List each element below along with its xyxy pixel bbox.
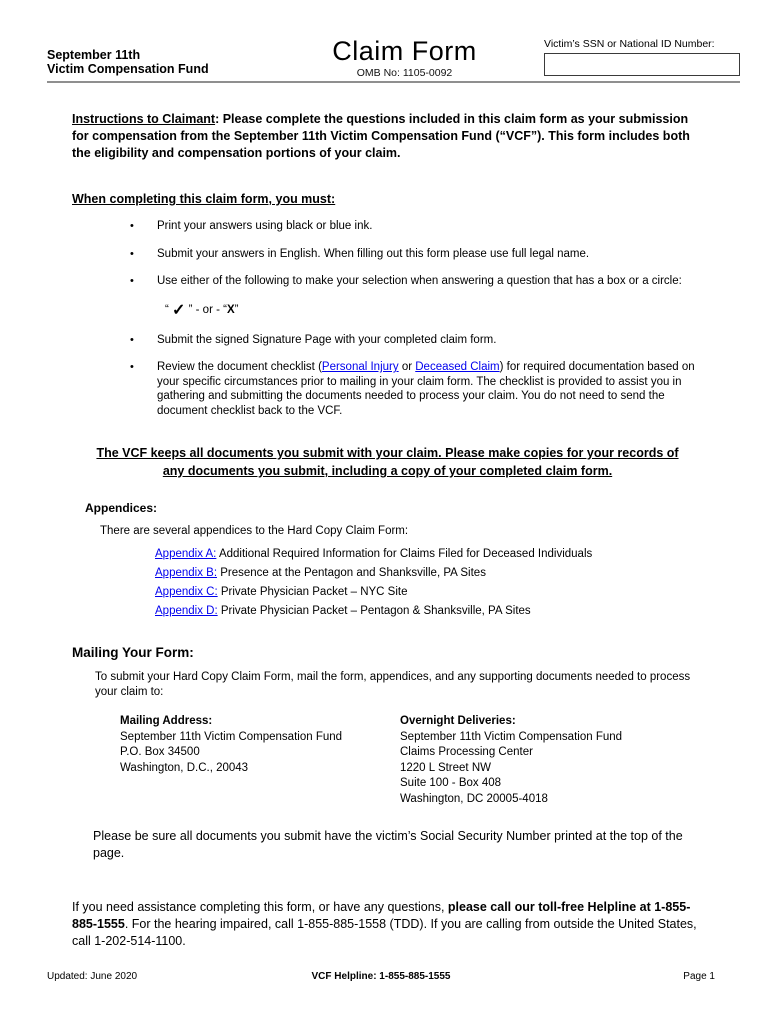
bullet-icon: • (130, 247, 134, 260)
appendix-b-link[interactable]: Appendix B: (155, 567, 218, 579)
bullet-text: Use either of the following to make your selection when answering a question that has a box or a circle: (157, 275, 682, 287)
checklist-text-mid: or (398, 361, 416, 373)
check-or-x-line (165, 300, 770, 320)
mailing-address-heading: Mailing Address: (120, 715, 213, 727)
appendices-heading: Appendices: (85, 501, 158, 515)
fund-name-line2: Victim Compensation Fund (47, 62, 209, 76)
bullet-text: Submit your answers in English. When filling out this form please use full legal name. (157, 247, 590, 260)
assistance-post: . For the hearing impaired, call 1-855-885-1558 (TDD). If you are calling from outside the United States, call 1-202-514-1100. (72, 917, 697, 948)
quote-open: “ (165, 303, 173, 316)
appendix-row-b (155, 564, 770, 583)
appendix-b-text: Presence at the Pentagon and Shanksville, PA Sites (217, 567, 486, 579)
fund-name-line1: September 11th (47, 48, 141, 62)
appendix-c-link[interactable]: Appendix C: (155, 586, 218, 598)
ssn-block (544, 38, 740, 76)
footer-helpline: VCF Helpline: 1-855-885-1555 (311, 971, 451, 982)
completing-heading: When completing this claim form, you must: (72, 192, 336, 206)
personal-injury-link[interactable]: Personal Injury (321, 361, 399, 373)
deceased-claim-link[interactable]: Deceased Claim (415, 361, 500, 373)
bullet-english (130, 247, 700, 262)
overnight-line: Claims Processing Center (400, 746, 533, 758)
overnight-line: Washington, DC 20005-4018 (400, 792, 548, 805)
checklist-text-pre: Review the document checklist ( (157, 361, 322, 373)
overnight-line: Suite 100 - Box 408 (400, 777, 502, 789)
overnight-heading: Overnight Deliveries: (400, 715, 516, 727)
checklist-text-post: ) for required documentation based on your specific circumstances prior to mailing in your claim form. The checklist is provided to assist you in gathering and submitting the documents needed to process your claim. You do not need to send the document checklist back to the VCF. (157, 361, 695, 417)
mailing-address-line: P.O. Box 34500 (120, 746, 200, 758)
appendices-intro: There are several appendices to the Hard Copy Claim Form: (100, 525, 409, 537)
instructions-label: Instructions to Claimant (72, 112, 216, 126)
ssn-input[interactable] (544, 53, 740, 76)
assistance-pre: If you need assistance completing this form, or have any questions, (72, 900, 448, 914)
fund-name (47, 48, 265, 76)
assistance-helpline-bold: please call our toll-free Helpline at 1-855-885-1555 (72, 900, 691, 931)
appendix-c-text: Private Physician Packet – NYC Site (217, 586, 408, 598)
appendix-row-c (155, 583, 770, 602)
overnight-line: 1220 L Street NW (400, 761, 491, 774)
mailing-intro: To submit your Hard Copy Claim Form, mail the form, appendices, and any supporting documents needed to process your claim to: (95, 671, 691, 698)
instructions-paragraph (72, 111, 702, 162)
ssn-label: Victim’s SSN or National ID Number: (544, 38, 715, 50)
appendix-d-text: Private Physician Packet – Pentagon & Shanksville, PA Sites (217, 605, 531, 617)
header (0, 0, 770, 79)
footer-updated: Updated: June 2020 (47, 971, 138, 982)
bullet-icon: • (130, 220, 134, 232)
bullet-document-checklist (130, 360, 700, 418)
appendix-d-link[interactable]: Appendix D: (155, 605, 218, 617)
bullet-icon: • (130, 333, 134, 346)
page-title: Claim Form (332, 36, 477, 66)
assistance-paragraph (72, 899, 702, 950)
x-mark: X (226, 303, 235, 316)
completing-bullet-list (0, 219, 770, 418)
header-divider (47, 81, 740, 83)
overnight-line: September 11th Victim Compensation Fund (400, 730, 623, 743)
footer-page-number: Page 1 (683, 971, 715, 982)
bullet-icon: • (130, 275, 134, 287)
appendix-a-link[interactable]: Appendix A: (155, 548, 217, 560)
checkmark-icon: ✓ (172, 301, 186, 319)
bullet-print-ink (130, 219, 700, 234)
appendix-list (0, 545, 770, 621)
appendix-row-d (155, 602, 770, 621)
overnight-address-block (400, 714, 622, 807)
page-footer (47, 971, 715, 982)
bullet-icon: • (130, 361, 134, 373)
instructions-text: : Please complete the questions included in this claim form as your submission for compensation from the September 11th Victim Compensation Fund (“VCF”). This form includes both the eligibility and compensation portions of your claim. (72, 112, 690, 160)
addresses (120, 714, 770, 807)
bullet-text (157, 360, 700, 418)
ssn-note: Please be sure all documents you submit have the victim’s Social Security Number printed at the top of the page. (93, 829, 683, 860)
bullet-selection (130, 274, 700, 289)
omb-number: OMB No: 1105-0092 (356, 67, 453, 79)
mailing-address-block (120, 714, 400, 807)
bullet-signature-page (130, 333, 700, 348)
bullet-text: Print your answers using black or blue ink. (157, 220, 373, 232)
mailing-address-line: September 11th Victim Compensation Fund (120, 730, 343, 743)
quote-end: ” (234, 303, 239, 316)
appendix-row-a (155, 545, 770, 564)
quote-middle: ” - or - “ (185, 303, 227, 316)
title-block (265, 38, 544, 79)
bullet-text: Submit the signed Signature Page with your completed claim form. (157, 333, 497, 346)
mailing-address-line: Washington, D.C., 20043 (120, 761, 249, 774)
appendix-a-text: Additional Required Information for Claims Filed for Deceased Individuals (216, 548, 593, 560)
mailing-heading: Mailing Your Form: (72, 645, 194, 660)
keep-documents-notice: The VCF keeps all documents you submit with your claim. Please make copies for your records of any documents you submit, including a copy of your completed claim form. (96, 446, 679, 478)
